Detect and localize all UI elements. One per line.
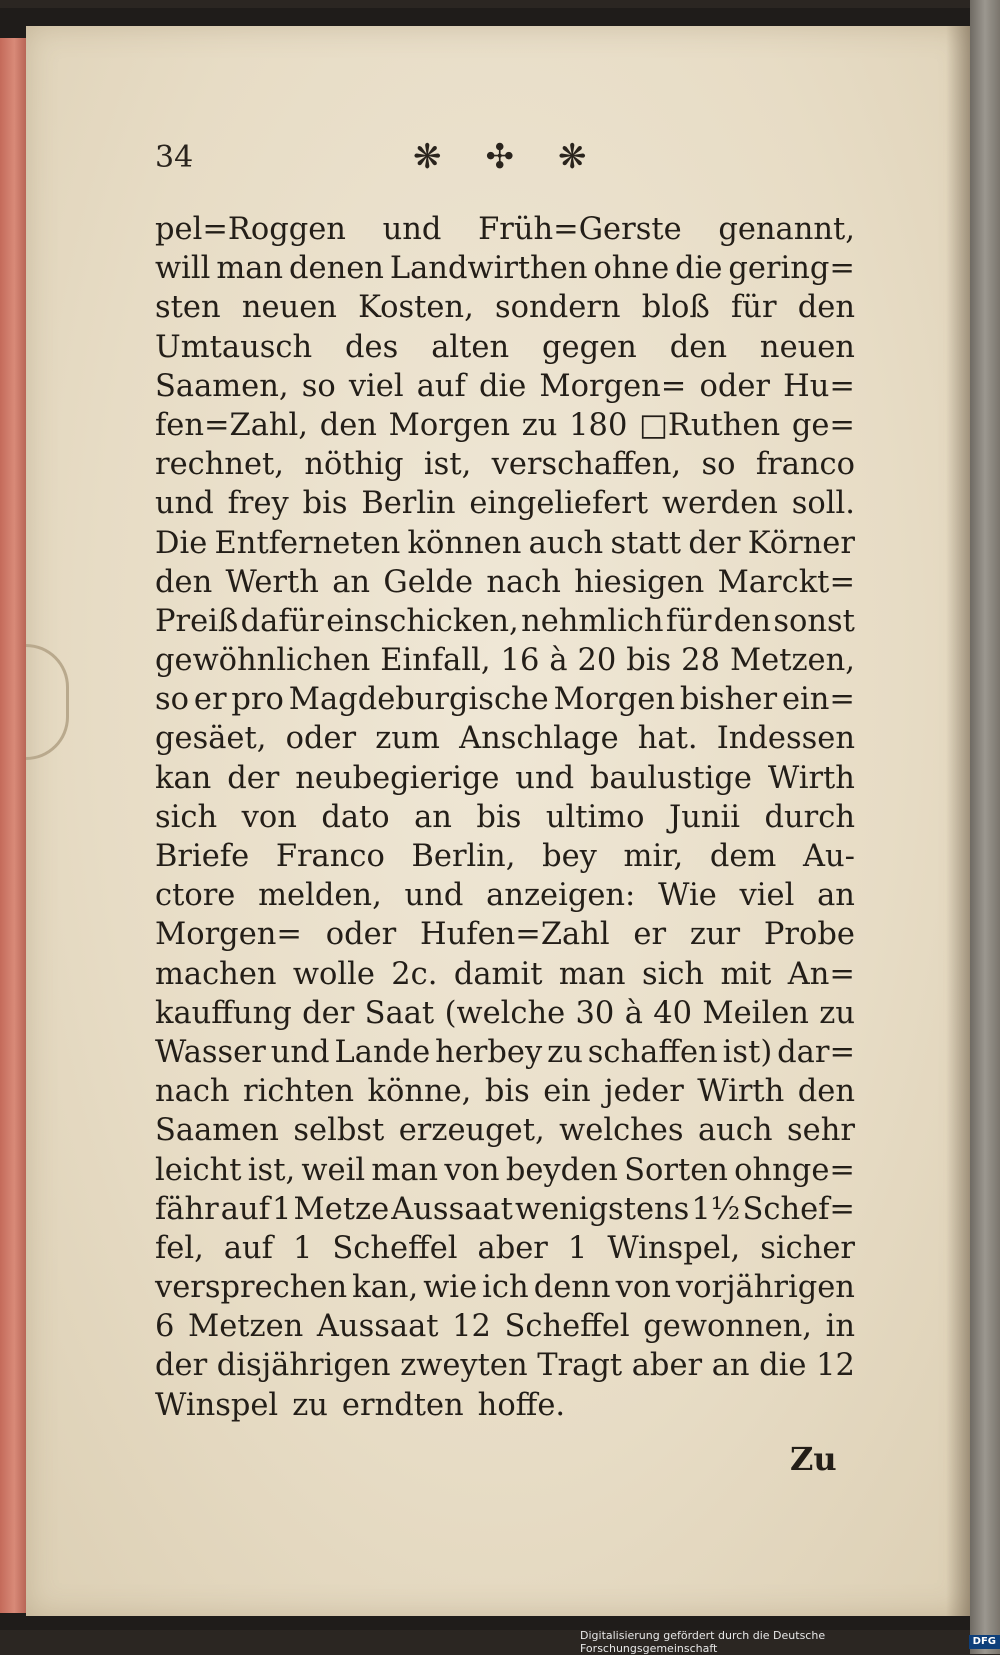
word: die [478,368,527,404]
text-line [155,1268,855,1307]
text-line [155,445,855,484]
word: und [515,760,575,796]
word: 28 [681,643,720,679]
word: Landwirthen [389,251,588,287]
word: sich [155,799,218,835]
text-line [155,406,855,445]
word: dem [709,839,777,874]
word: der [227,760,280,796]
word: und [270,1034,330,1070]
word: oder [285,721,357,757]
word: für [665,603,712,639]
word: in [825,1309,855,1345]
word: 40 [653,995,693,1031]
word: baulustige [590,760,752,796]
word: soll. [791,486,855,522]
word: Scheffel [504,1309,630,1345]
word: wie [423,1270,478,1306]
word: Wie [658,878,717,914]
word: und [155,486,214,522]
text-line [155,367,855,406]
word: ohnge= [734,1152,855,1188]
word: so [301,368,336,404]
word: richten [243,1074,355,1110]
word: könne, [367,1074,472,1110]
word: Sorten [624,1152,728,1188]
word: 1 [567,1230,588,1266]
word: herbey [435,1034,543,1070]
word: einschicken, [326,603,519,639]
text-line [155,1072,855,1111]
dfg-logo: DFG [969,1635,1000,1649]
word: die [675,251,723,287]
text-line [155,994,855,1033]
ornament-icon: ❋ [558,137,587,177]
word: aber [631,1348,703,1384]
word: man [216,251,284,287]
word: 12 [452,1309,491,1345]
word: des [345,329,399,365]
word: man [371,1152,439,1188]
word: welches [559,1113,684,1149]
word: nehmlich [521,603,664,639]
word: zu [547,1034,583,1070]
word: Körner [747,525,855,561]
word: melden, [258,878,382,914]
word: Aussaat [316,1309,439,1345]
word: gegen [542,329,637,365]
word: weil [301,1152,366,1188]
word: 1½ [691,1191,741,1227]
text-line [155,680,855,719]
word: durch [764,799,855,835]
word: 6 [155,1309,175,1345]
word: disjährigen [216,1348,391,1384]
word: zu [819,995,855,1031]
text-line [155,1190,855,1229]
word: von [241,799,297,835]
word: Morgen= [539,368,687,404]
word: 30 [575,995,615,1031]
word: auch [697,1113,773,1149]
word: Saat [364,995,435,1031]
word: schaffen [587,1034,718,1070]
page-stain-ring [26,644,69,760]
word: wenigstens [514,1191,690,1227]
word: bisher [679,682,778,718]
word: Die [155,525,208,561]
word: ctore [155,878,236,914]
word: zu [292,1387,328,1423]
text-line [155,915,855,954]
digitization-credit [580,1629,1000,1655]
text-line [155,288,855,327]
word: erndten [341,1387,464,1423]
word: verschaffen, [491,447,682,483]
word: Junii [669,799,741,835]
text-line [155,210,855,249]
text-line [155,719,855,758]
word: wolle [292,956,375,992]
word: Einfall, [380,643,491,679]
word: sicher [760,1230,855,1266]
word: Kosten, [358,290,474,326]
word: bloß [641,290,710,326]
word: den [669,329,727,365]
word: Au- [803,839,855,874]
word: mit [720,956,772,992]
word: pro [231,682,284,718]
word: so [701,447,736,483]
word: oder [325,917,397,953]
word: bis [476,799,522,835]
word: 16 [500,643,540,679]
word: damit [453,956,543,992]
word: ich [482,1270,529,1306]
word: Berlin [361,486,456,522]
word: man [558,956,626,992]
word: dafür [240,603,324,639]
word: er [633,917,667,953]
word: Metzen [188,1309,304,1345]
word: gesäet, [155,721,267,757]
word: nach [486,564,561,600]
word: Saamen [155,1113,279,1149]
word: nöthig [304,447,404,483]
text-line [155,1346,855,1385]
word: will [155,251,211,287]
word: Hufen=Zahl [420,917,610,953]
word: zum [375,721,440,757]
word: leicht [155,1152,242,1188]
word: fähr [155,1191,219,1227]
word: dar= [777,1034,855,1070]
word: Schef= [742,1191,855,1227]
word: eingeliefert [469,486,649,522]
text-line [155,524,855,563]
word: neuen [241,290,337,326]
body-text [155,210,855,1425]
text-line [155,1229,855,1268]
word: 20 [577,643,617,679]
word: alten [431,329,510,365]
word: werden [661,486,778,522]
credit-text: Digitalisierung gefördert durch die Deutsche Forschungsgemeinschaft [580,1629,826,1655]
word: bis [626,643,672,679]
text-line [155,759,855,798]
word: an [711,1348,750,1384]
word: statt [610,525,682,561]
ornament-icon: ❋ [413,137,442,177]
word: Metze [293,1191,390,1227]
word: franco [755,447,855,483]
word: beyden [505,1152,618,1188]
text-line [155,1386,855,1425]
text-line [155,1111,855,1150]
text-line [155,1033,855,1072]
word: sehr [787,1113,855,1149]
word: versprechen [155,1270,348,1306]
word: gewöhnlichen [155,643,371,679]
word: Aussaat [391,1191,513,1227]
word: von [444,1152,500,1188]
word: an [414,799,452,835]
word: 2c. [391,956,438,992]
word: mir, [623,839,684,874]
word: fen=Zahl, [155,407,309,443]
word: viel [739,878,795,914]
word: auf [220,1191,270,1227]
word: selbst [293,1113,385,1149]
word: dato [321,799,390,835]
word: er [193,682,227,718]
word: Winspel, [607,1230,741,1266]
word: Morgen [388,407,511,443]
word: genannt, [718,212,855,247]
word: sondern [495,290,621,326]
word: 1 [272,1191,292,1227]
word: aber [477,1230,548,1266]
text-line [155,876,855,915]
word: à [624,995,643,1031]
word: Metzen, [729,643,855,679]
word: Briefe [155,839,250,874]
text-line [155,955,855,994]
page-number: 34 [155,140,194,175]
word: gewonnen, [643,1309,812,1345]
word: Preiß [155,603,239,639]
fore-edge [0,38,28,1613]
word: der [688,525,741,561]
book-spine-strip [970,0,1000,1654]
text-line [155,1307,855,1346]
word: Wasser [155,1034,266,1070]
word: ultimo [545,799,645,835]
word: Marckt= [717,564,855,600]
word: sten [155,290,221,326]
word: an [817,878,855,914]
word: oder [699,368,770,404]
word: ohne [593,251,670,287]
word: so [155,682,190,718]
word: an [332,564,371,600]
word: der [302,995,355,1031]
word: auf [223,1230,273,1266]
word: frey [227,486,289,522]
ornament-icon: ✣ [485,137,514,177]
word: à [549,643,568,679]
word: (welche [444,995,566,1031]
page-header [155,137,875,190]
word: nach [155,1074,230,1110]
word: den [319,407,377,443]
word: für [731,290,777,326]
word: hat. [637,721,698,757]
word: Winspel [155,1387,279,1423]
word: der [155,1348,208,1384]
word: 1 [292,1230,313,1266]
word: kan [155,760,212,796]
word: ein= [781,682,855,718]
word: Umtausch [155,329,313,365]
word: zweyten [400,1348,528,1384]
word: Früh=Gerste [478,212,682,247]
text-line [155,563,855,602]
text-line [155,602,855,641]
word: erzeuget, [398,1113,545,1149]
word: machen [155,956,277,992]
word: vorjährigen [675,1270,855,1306]
word: von [615,1270,671,1306]
text-line [155,484,855,523]
text-line [155,837,855,876]
word: 180 [569,407,628,443]
word: auf [416,368,466,404]
word: und [404,878,464,914]
word: Probe [763,917,855,953]
word: ist) [722,1034,773,1070]
word: pel=Roggen [155,212,346,247]
word: ein [543,1074,591,1110]
word: Lande [334,1034,431,1070]
word: Magdeburgische [288,682,549,718]
word: Scheffel [332,1230,458,1266]
word: denen [289,251,384,287]
word: sonst [773,603,855,639]
word: Franco [275,839,385,874]
word: bis [484,1074,530,1110]
word: bis [302,486,348,522]
word: jeder [604,1074,684,1110]
word: zur [689,917,741,953]
word: fel, [155,1230,204,1266]
word: □Ruthen [639,407,781,443]
text-line [155,1151,855,1190]
word: rechnet, [155,447,284,483]
word: Hu= [783,368,855,404]
word: den [797,290,855,326]
word: ge= [791,407,855,443]
word: Morgen [553,682,675,718]
word: den [713,603,771,639]
spine-shadow [946,26,970,1616]
word: neuen [759,329,855,365]
word: Tragt [537,1348,623,1384]
word: Saamen, [155,368,289,404]
word: neubegierige [295,760,500,796]
text-line [155,328,855,367]
word: Anschlage [459,721,619,757]
word: ist, [423,447,472,483]
word: Werth [225,564,319,600]
word: An= [787,956,855,992]
word: auch [528,525,604,561]
word: und [382,212,442,247]
word: den [797,1074,855,1110]
word: Wirth [697,1074,785,1110]
word: hiesigen [574,564,705,600]
word: Indessen [716,721,855,757]
word: anzeigen: [486,878,636,914]
word: sich [641,956,705,992]
word: kan, [352,1270,419,1306]
word: Wirth [767,760,855,796]
word: Berlin, [411,839,516,874]
catchword: Zu [790,1440,837,1478]
word: 12 [816,1348,855,1384]
word: gering= [728,251,855,287]
word: Morgen= [155,917,302,953]
text-line [155,798,855,837]
word: können [407,525,522,561]
word: ist, [247,1152,296,1188]
word: denn [533,1270,611,1306]
text-line [155,249,855,288]
word: die [759,1348,807,1384]
header-ornaments [413,137,587,177]
word: bey [542,839,597,874]
word: viel [348,368,404,404]
word: kauffung [155,995,292,1031]
word: Gelde [383,564,474,600]
word: hoffe. [477,1387,566,1423]
word: Entferneten [214,525,401,561]
word: Meilen [702,995,809,1031]
word: zu [521,407,558,443]
text-line [155,641,855,680]
word: den [155,564,213,600]
